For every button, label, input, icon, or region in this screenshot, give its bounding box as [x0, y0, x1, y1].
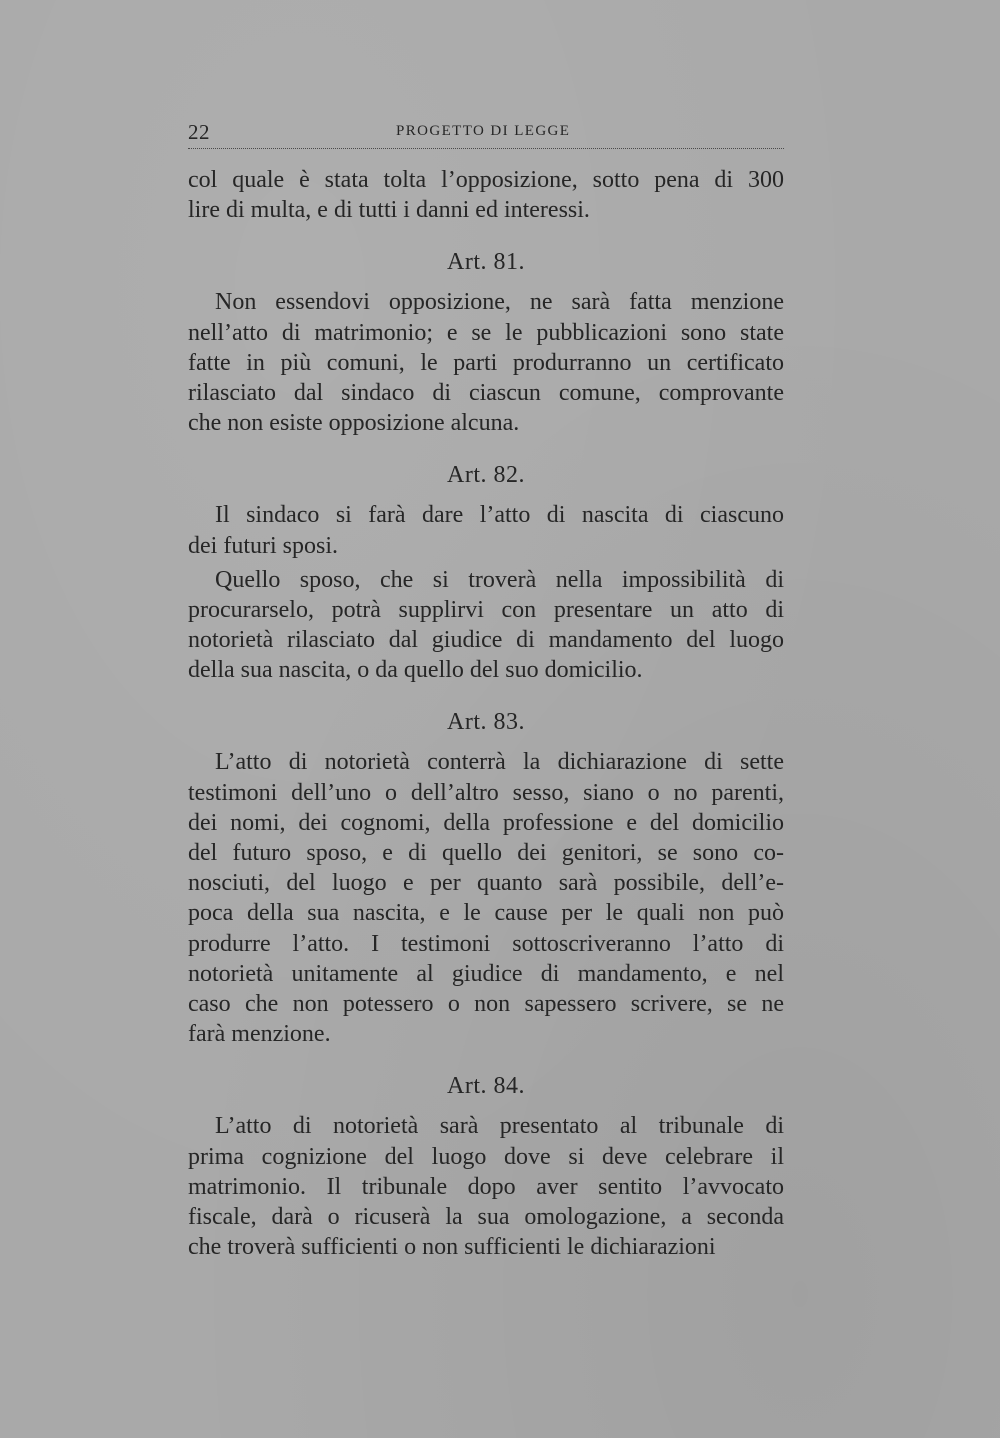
- text-line: che troverà sufficienti o non sufficienti le dichiarazioni: [188, 1234, 716, 1261]
- text-line: dei nomi, dei cognomi, della professione e del domicilio: [188, 809, 784, 836]
- page-number: 22: [188, 120, 210, 144]
- article-heading: Art. 84.: [447, 1073, 525, 1100]
- spacer: [188, 1049, 784, 1071]
- spacer: [188, 277, 784, 287]
- text-line: prima cognizione del luogo dove si deve celebrare il: [188, 1143, 784, 1170]
- text-line: poca della sua nascita, e le cause per le quali non può: [188, 900, 784, 927]
- text-line: L’atto di notorietà conterrà la dichiarazione di sette: [215, 749, 784, 776]
- text-body: [188, 165, 784, 1262]
- text-line: farà menzione.: [188, 1021, 331, 1048]
- text-line: dei futuri sposi.: [188, 532, 338, 559]
- text-line: del futuro sposo, e di quello dei genitori, se sono co-: [188, 840, 784, 866]
- text-line: Quello sposo, che si troverà nella impossibilità di: [215, 566, 784, 593]
- text-line: della sua nascita, o da quello del suo domicilio.: [188, 657, 643, 684]
- spacer: [188, 737, 784, 747]
- text-line: procurarselo, potrà supplirvi con presentare un atto di: [188, 596, 784, 623]
- text-line: rilasciato dal sindaco di ciascun comune, comprovante: [188, 379, 784, 406]
- spacer: [188, 1101, 784, 1111]
- article-heading: Art. 83.: [447, 709, 525, 736]
- text-line: che non esiste opposizione alcuna.: [188, 410, 520, 437]
- text-line: col quale è stata tolta l’opposizione, sotto pena di 300: [188, 167, 784, 193]
- paragraph: [188, 565, 784, 686]
- text-line: Il sindaco si farà dare l’atto di nascita di ciascuno: [215, 502, 784, 529]
- text-line: notorietà unitamente al giudice di mandamento, e nel: [188, 960, 784, 987]
- text-line: matrimonio. Il tribunale dopo aver sentito l’avvocato: [188, 1173, 784, 1200]
- text-line: produrre l’atto. I testimoni sottoscriveranno l’atto di: [188, 930, 784, 957]
- spacer: [188, 438, 784, 460]
- header-rule: [188, 148, 784, 149]
- running-head-title: PROGETTO DI LEGGE: [396, 123, 571, 139]
- text-line: caso che non potessero o non sapessero scrivere, se ne: [188, 990, 784, 1017]
- paragraph: [188, 1111, 784, 1262]
- spacer: [188, 490, 784, 500]
- spacer: [188, 685, 784, 707]
- text-line: Non essendovi opposizione, ne sarà fatta menzione: [215, 289, 784, 316]
- text-line: fiscale, darà o ricuserà la sua omologazione, a seconda: [188, 1203, 784, 1230]
- article-heading: Art. 81.: [447, 249, 525, 276]
- running-head: [188, 120, 784, 148]
- text-line: testimoni dell’uno o dell’altro sesso, siano o no parenti,: [188, 779, 784, 806]
- article-heading: Art. 82.: [447, 462, 525, 489]
- text-line: lire di multa, e di tutti i danni ed interessi.: [188, 197, 590, 224]
- paragraph: [188, 747, 784, 1049]
- text-line: notorietà rilasciato dal giudice di mandamento del luogo: [188, 627, 784, 654]
- spacer: [188, 225, 784, 247]
- text-line: nosciuti, del luogo e per quanto sarà possibile, dell’e-: [188, 870, 784, 897]
- text-line: L’atto di notorietà sarà presentato al tribunale di: [215, 1113, 784, 1140]
- text-line: fatte in più comuni, le parti produrranno un certificato: [188, 349, 784, 376]
- paragraph: [188, 165, 784, 225]
- paragraph: [188, 287, 784, 438]
- text-line: nell’atto di matrimonio; e se le pubblicazioni sono state: [188, 319, 784, 346]
- paragraph: [188, 500, 784, 560]
